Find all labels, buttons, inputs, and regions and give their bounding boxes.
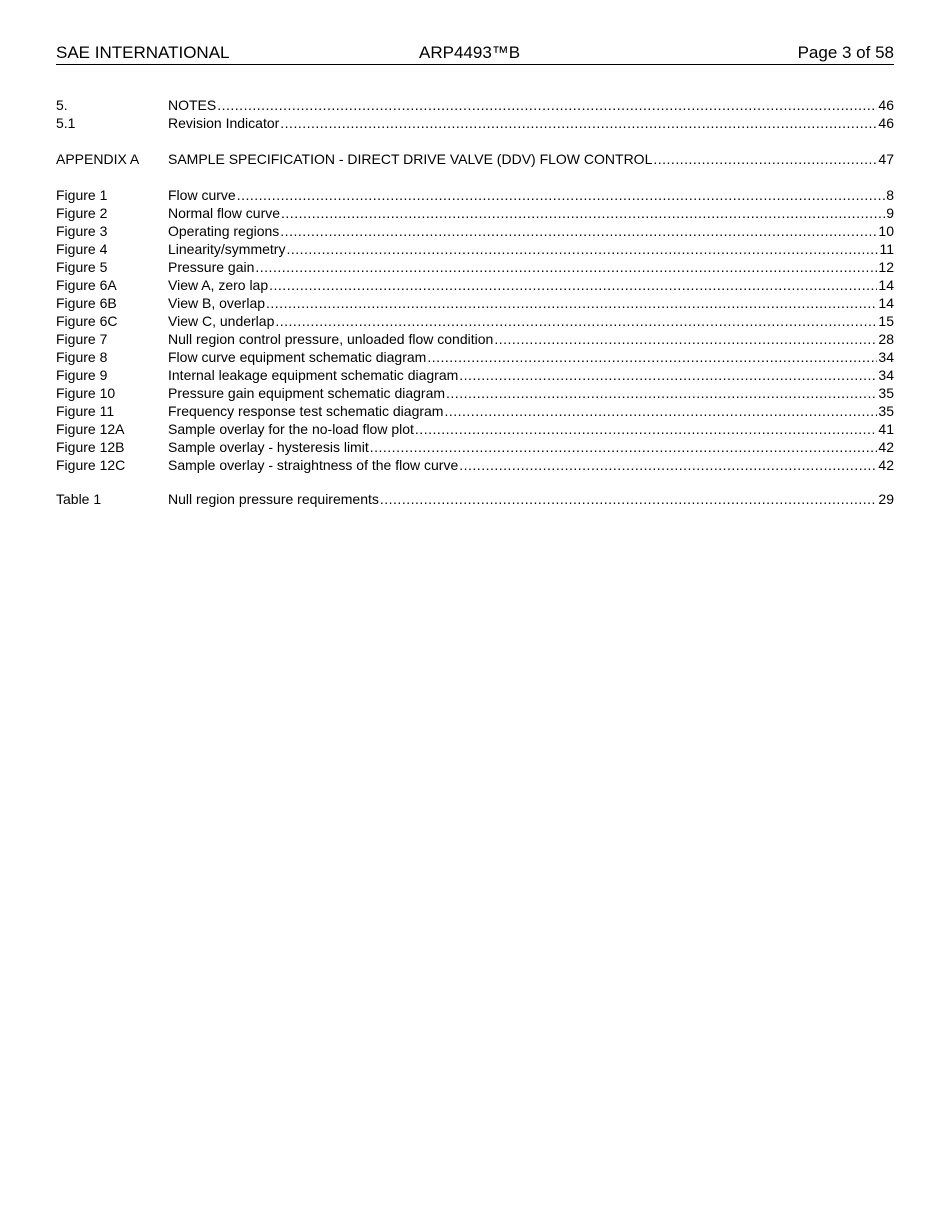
toc-entry-title: Flow curve equipment schematic diagram [168,349,427,365]
toc-entry-title: SAMPLE SPECIFICATION - DIRECT DRIVE VALVE (DDV) FLOW CONTROL [168,151,653,167]
toc-entry-page: 46 [878,97,894,113]
toc-entry-number: Figure 8 [56,349,108,365]
toc-entry-title: Operating regions [168,223,280,239]
header-page-number: Page 3 of 58 [797,43,894,62]
toc-entry-title: Sample overlay - hysteresis limit [168,439,369,455]
toc-entry[interactable] [56,96,894,114]
header-organization: SAE INTERNATIONAL [56,43,230,62]
toc-dot-leader [217,96,877,114]
toc-entry-number: Figure 7 [56,331,108,347]
toc-dot-leader [380,490,878,508]
toc-dot-leader [269,276,877,294]
toc-entry-number: Figure 5 [56,259,108,275]
toc-dot-leader [427,348,877,366]
toc-entry-number: Figure 11 [56,403,115,419]
toc-entry-number: Table 1 [56,491,102,507]
toc-dot-leader [280,222,877,240]
toc-entry-title: Pressure gain [168,259,255,275]
toc-dot-leader [281,204,885,222]
toc-entry-title: NOTES [168,97,217,113]
toc-entry-title: Revision Indicator [168,115,280,131]
toc-entry-number: Figure 3 [56,223,108,239]
toc-entry-number: Figure 6B [56,295,117,311]
toc-entry[interactable] [56,258,894,276]
toc-entry-title: View A, zero lap [168,277,269,293]
toc-entry-page: 15 [878,313,894,329]
toc-entry-title: Flow curve [168,187,236,203]
toc-entry[interactable] [56,204,894,222]
toc-entry-number: APPENDIX A [56,151,140,167]
toc-entry[interactable] [56,312,894,330]
toc-entry[interactable] [56,402,894,420]
toc-entry-page: 14 [878,277,894,293]
toc-entry-title: Internal leakage equipment schematic diagram [168,367,459,383]
toc-entry-page: 35 [878,385,894,401]
toc-entry-title: Frequency response test schematic diagram [168,403,444,419]
toc-entry-page: 9 [886,205,894,221]
toc-group [56,150,894,168]
document-page [56,42,894,65]
toc-entry[interactable] [56,186,894,204]
toc-entry-number: Figure 12A [56,421,125,437]
toc-entry-page: 41 [878,421,894,437]
toc-entry[interactable] [56,490,894,508]
toc-group [56,186,894,474]
toc-entry-title: Sample overlay for the no-load flow plot [168,421,414,437]
toc-entry-number: Figure 6C [56,313,118,329]
toc-entry-title: View B, overlap [168,295,266,311]
toc-dot-leader [653,150,877,168]
toc-entry-page: 28 [878,331,894,347]
toc-entry[interactable] [56,348,894,366]
toc-entry-page: 34 [878,349,894,365]
toc-entry-title: Sample overlay - straightness of the flow curve [168,457,459,473]
toc-dot-leader [255,258,877,276]
toc-dot-leader [237,186,886,204]
toc-entry-page: 29 [878,491,894,507]
toc-dot-leader [494,330,877,348]
toc-dot-leader [280,114,877,132]
toc-entry-page: 12 [878,259,894,275]
toc-entry-number: Figure 12B [56,439,125,455]
toc-entry[interactable] [56,150,894,168]
toc-entry-number: Figure 6A [56,277,117,293]
toc-entry[interactable] [56,366,894,384]
toc-entry-number: Figure 1 [56,187,108,203]
toc-dot-leader [286,240,878,258]
toc-group [56,490,894,508]
toc-entry-number: Figure 2 [56,205,108,221]
toc-dot-leader [415,420,878,438]
toc-entry[interactable] [56,384,894,402]
toc-entry-page: 42 [878,439,894,455]
toc-entry[interactable] [56,114,894,132]
toc-entry[interactable] [56,294,894,312]
toc-entry[interactable] [56,456,894,474]
toc-entry-page: 14 [878,295,894,311]
toc-dot-leader [444,402,877,420]
toc-entry-number: Figure 12C [56,457,126,473]
toc-entry-number: Figure 10 [56,385,116,401]
header-document-number: ARP4493™B [419,43,521,62]
toc-group [56,96,894,132]
toc-entry[interactable] [56,240,894,258]
toc-entry-page: 34 [878,367,894,383]
toc-entry-page: 46 [878,115,894,131]
toc-entry-page: 35 [878,403,894,419]
toc-entry-page: 11 [879,241,894,257]
page-header [56,42,894,65]
toc-entry-title: Null region pressure requirements [168,491,379,507]
toc-entry-title: View C, underlap [168,313,275,329]
toc-entry-title: Linearity/symmetry [168,241,286,257]
toc-entry[interactable] [56,438,894,456]
toc-entry[interactable] [56,276,894,294]
toc-entry[interactable] [56,420,894,438]
toc-dot-leader [459,456,877,474]
toc-dot-leader [370,438,878,456]
toc-entry-title: Pressure gain equipment schematic diagram [168,385,446,401]
toc-dot-leader [275,312,877,330]
toc-entry-title: Normal flow curve [168,205,281,221]
toc-entry[interactable] [56,330,894,348]
toc-entry-number: 5.1 [56,115,76,131]
toc-dot-leader [459,366,877,384]
toc-entry-page: 47 [878,151,894,167]
toc-entry-number: Figure 4 [56,241,108,257]
toc-entry[interactable] [56,222,894,240]
toc-dot-leader [266,294,877,312]
toc-entry-title: Null region control pressure, unloaded flow condition [168,331,494,347]
toc-entry-page: 8 [886,187,894,203]
toc-entry-number: 5. [56,97,68,113]
toc-entry-page: 42 [878,457,894,473]
toc-entry-page: 10 [878,223,894,239]
toc-dot-leader [446,384,877,402]
toc-entry-number: Figure 9 [56,367,108,383]
